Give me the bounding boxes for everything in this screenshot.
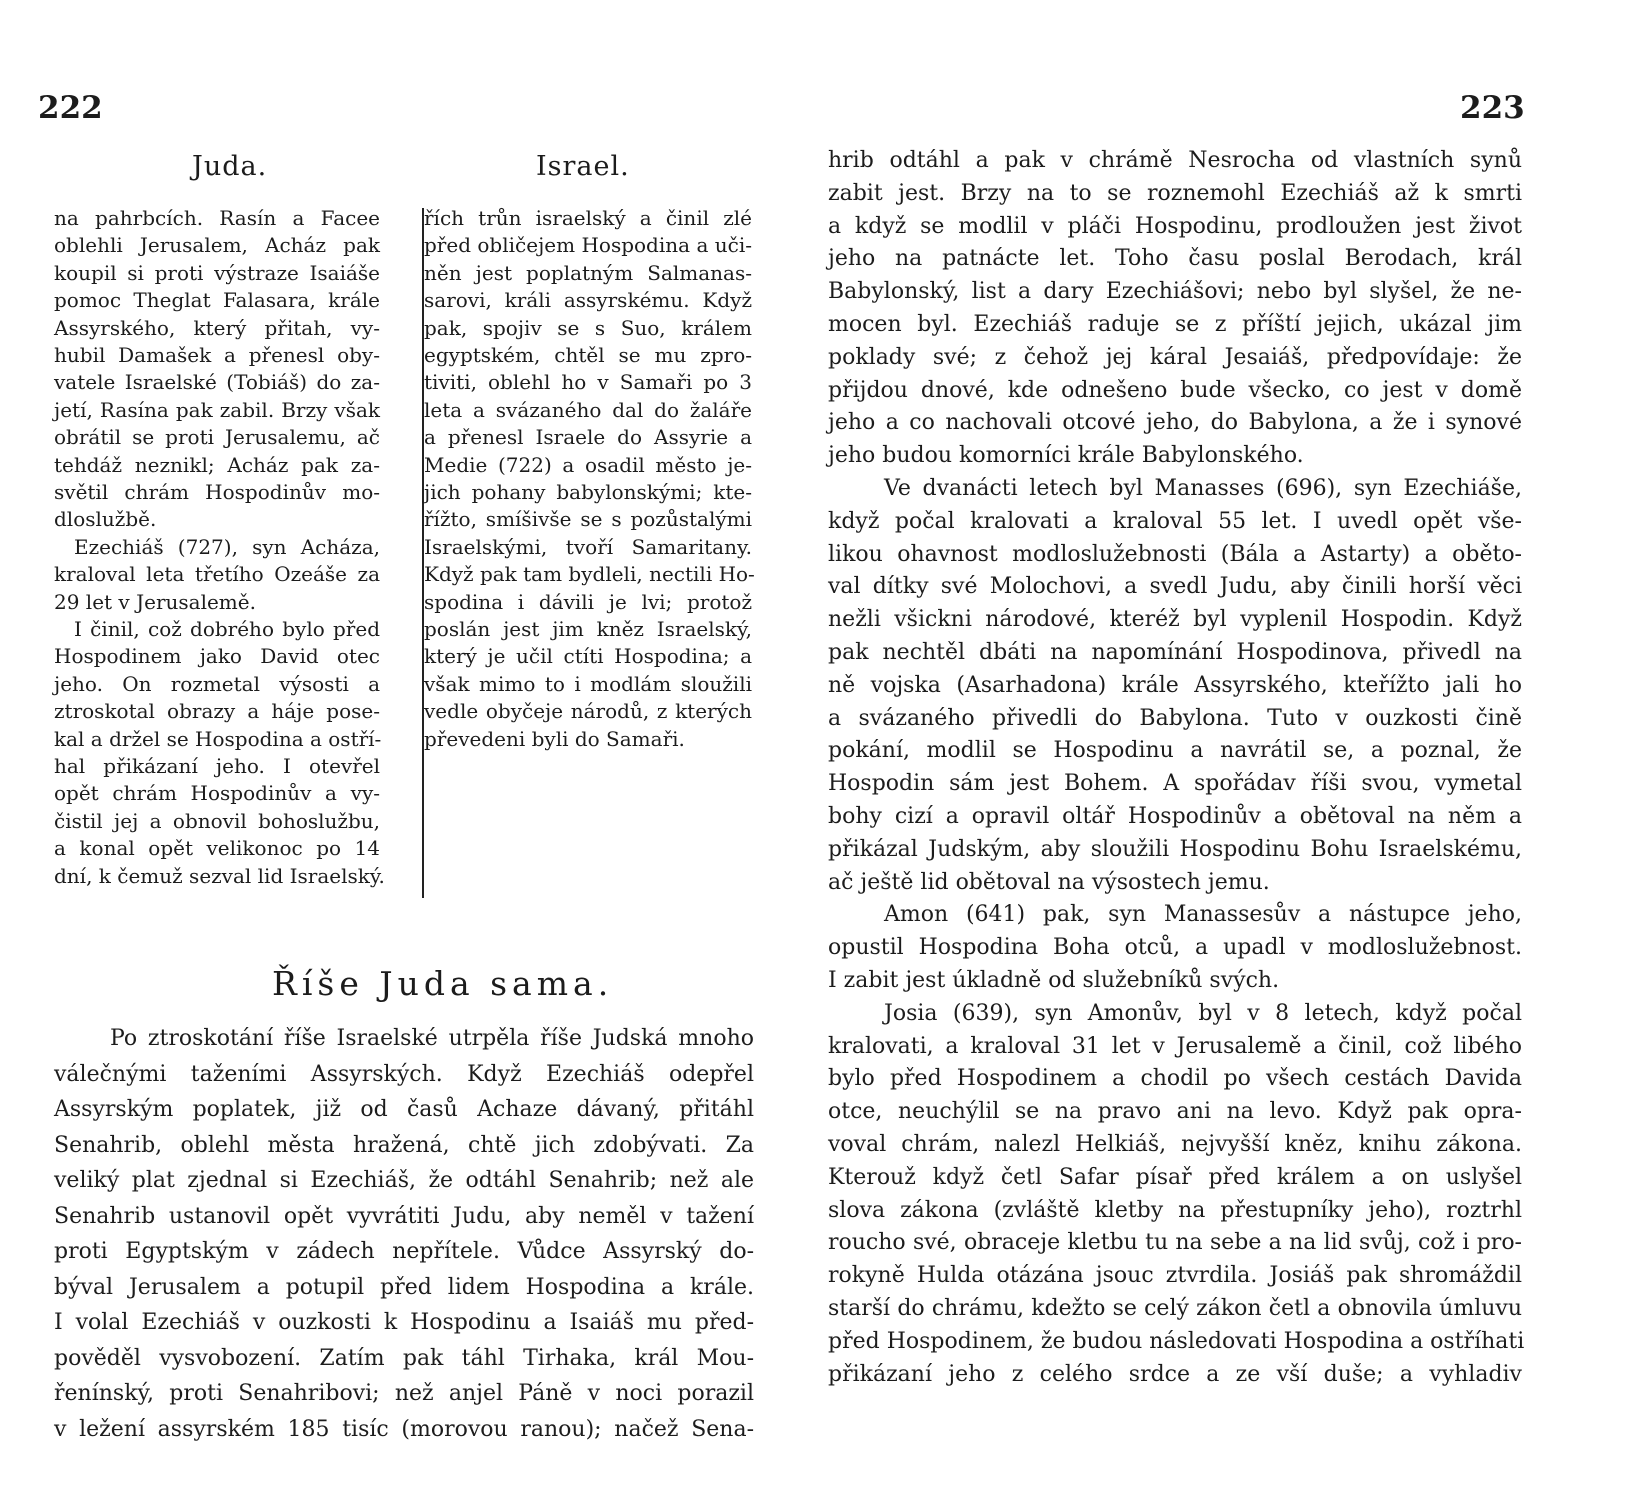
israel-line: který je učil ctíti Hospodina; a [424,644,752,669]
israel-line: řích trůn israelský a činil zlé [424,206,752,230]
right-page-line: otce, neuchýlil se na pravo ani na levo. Když pak opra- [828,1099,1522,1125]
column-title-israel: Israel. [536,151,630,182]
israel-line: Medie (722) a osadil město je- [424,452,752,477]
left-page-number: 222 [38,90,103,126]
right-page-line: přikázal Judským, aby sloužili Hospodinu Bohu Israelskému, [828,836,1522,862]
juda-line: Ezechiáš (727), syn Acháza, [74,534,380,559]
right-page-line: likou ohavnost modloslužebnosti (Bála a Astarty) a oběto- [828,541,1522,567]
right-page-line: Kterouž když četl Safar písař před králem a on uslyšel [828,1164,1522,1190]
right-page-line: bohy cizí a opravil oltář Hospodinův a obětoval na něm a [828,804,1522,829]
israel-line: egyptském, chtěl se mu zpro- [424,343,752,367]
juda-line: jetí, Rasína pak zabil. Brzy však [54,397,380,422]
juda-line: opět chrám Hospodinův a vy- [54,781,380,806]
right-page-line: slova zákona (zvláště kletby na přestupníky jeho), roztrhl [828,1197,1522,1223]
column-title-juda: Juda. [192,151,268,182]
juda-line: oblehli Jerusalem, Acház pak [54,233,380,258]
section-line: v ležení assyrském 185 tisíc (morovou ranou); načež Sena- [54,1416,754,1442]
juda-line: kraloval leta třetího Ozeáše za [54,562,380,587]
juda-line: ztroskotal obrazy a háje pose- [54,699,380,724]
section-line: Senahrib ustanovil opět vyvrátiti Judu, aby neměl v tažení [54,1203,754,1229]
right-page-line: pak nechtěl dbáti na napomínání Hospodinova, přivedl na [828,640,1522,665]
section-line: řenínský, proti Senahribovi; než anjel Páně v noci porazil [54,1381,754,1406]
section-line: Po ztroskotání říše Israelské utrpěla říše Judská mnoho [110,1026,754,1051]
right-page-line: kralovati, a kraloval 31 let v Jerusalemě a činil, což libého [828,1033,1522,1059]
israel-line: pak, spojiv se s Suo, králem [424,315,752,340]
section-line: Senahrib, oblehl města hražená, chtě jich zdobývati. Za [54,1132,754,1158]
juda-line: jeho. On rozmetal výsosti a [54,671,380,696]
juda-line: obrátil se proti Jerusalemu, ač [54,425,380,450]
right-page-line: Amon (641) pak, syn Manassesův a nástupce jeho, [884,902,1522,928]
juda-line: světil chrám Hospodinův mo- [54,480,380,504]
right-page-line: voval chrám, nalezl Helkiáš, nejvyšší kněz, knihu zákona. [828,1132,1522,1157]
israel-line: převedeni byli do Samaři. [424,726,685,751]
right-page-line: přijdou dnové, kde odnešeno bude všecko, co jest v domě [828,377,1522,403]
right-page-line: a když se modlil v pláči Hospodinu, prodloužen jest život [828,213,1522,239]
right-page-line: Hospodin sám jest Bohem. A spořádav říši svou, vymetal [828,771,1522,797]
israel-line: Když pak tam bydleli, nectili Ho- [424,562,755,587]
juda-line: a konal opět velikonoc po 14 [54,836,380,861]
israel-line: řížto, smíšivše se s pozůstalými [424,507,752,532]
juda-line: I činil, což dobrého bylo před [74,617,380,641]
israel-line: Israelskými, tvoří Samaritany. [424,534,752,559]
right-page-line: mocen byl. Ezechiáš raduje se z příští jejich, ukázal jim [828,312,1522,337]
right-page-line: starší do chrámu, kdežto se celý zákon četl a obnovila úmluvu [828,1296,1522,1321]
juda-line: dloslužbě. [54,507,157,532]
right-page-line: ně vojska (Asarhadona) krále Assyrského, kteřížto jali ho [828,672,1522,698]
right-page-line: nežli všickni národové, kteréž byl vyplenil Hospodin. Když [828,607,1522,633]
juda-line: hubil Damašek a přenesl oby- [54,343,380,367]
right-page-line: Babylonský, list a dary Ezechiášovi; nebo byl slyšel, že ne- [828,279,1522,305]
right-page-line: a svázaného přivedli do Babylona. Tuto v ouzkosti čině [828,705,1522,731]
juda-line: dní, k čemuž sezval lid Israelský. [54,863,385,888]
israel-line: však mimo to i modlám sloužili [424,671,752,696]
right-page-line: pokání, modlil se Hospodinu a navrátil se, a poznal, že [828,738,1522,764]
juda-line: kal a držel se Hospodina a ostří- [54,726,382,751]
israel-line: vedle obyčeje národů, z kterých [424,699,752,724]
section-line: I volal Ezechiáš v ouzkosti k Hospodinu a Isaiáš mu před- [54,1310,754,1335]
israel-line: před obličejem Hospodina a uči- [424,233,752,258]
right-page-line: hrib odtáhl a pak v chrámě Nesrocha od vlastních synů [828,148,1522,173]
right-page-line: jeho budou komorníci krále Babylonského. [828,443,1304,469]
right-page-line: jeho a co nachovali otcové jeho, do Babylona, a že i synové [828,410,1522,436]
right-page-line: když počal kralovati a kraloval 55 let. I uvedl opět vše- [828,508,1522,534]
juda-line: koupil si proti výstraze Isaiáše [54,260,380,285]
section-line: Assyrským poplatek, již od časů Achaze dávaný, přitáhl [54,1097,754,1122]
juda-line: Assyrského, který přitah, vy- [54,315,380,340]
juda-line: hal přikázaní jeho. I otevřel [54,754,380,778]
right-page-number: 223 [1460,90,1525,126]
israel-line: něn jest poplatným Salmanas- [424,260,752,285]
juda-line: Hospodinem jako David otec [54,644,380,669]
juda-line: 29 let v Jerusalemě. [54,589,256,614]
right-page-line: I zabit jest úkladně od služebníků svých. [828,968,1280,993]
right-page-line: poklady své; z čehož jej káral Jesaiáš, předpovídaje: že [828,344,1522,370]
right-page-line: val dítky své Molochovi, a svedl Judu, aby činili horší věci [828,574,1522,600]
section-line: pověděl vysvobození. Zatím pak táhl Tirhaka, král Mou- [54,1345,754,1371]
right-page-line: přikázaní jeho z celého srdce a ze vší duše; a vyhladiv [828,1361,1522,1387]
juda-line: čistil jej a obnovil bohoslužbu, [54,808,380,833]
juda-line: vatele Israelské (Tobiáš) do za- [54,370,380,395]
right-page-line: opustil Hospodina Boha otců, a upadl v modloslužebnost. [828,935,1522,961]
israel-line: tiviti, oblehl ho v Samaři po 3 [424,370,752,395]
israel-line: sarovi, králi assyrskému. Když [424,288,752,313]
israel-line: poslán jest jim kněz Israelský, [424,617,752,641]
juda-line: tehdáž neznikl; Acház pak za- [54,452,380,477]
israel-line: spodina i dávili je lvi; protož [424,589,752,614]
right-page-line: před Hospodinem, že budou následovati Hospodina a ostříhati [828,1328,1525,1354]
israel-line: leta a svázaného dal do žaláře [424,397,752,422]
right-page-line: ač ještě lid obětoval na výsostech jemu. [828,869,1270,895]
right-page-line: roucho své, obraceje kletbu tu na sebe a na lid svůj, což i pro- [828,1230,1522,1256]
right-page-line: bylo před Hospodinem a chodil po všech cestách Davida [828,1066,1522,1092]
section-line: býval Jerusalem a potupil před lidem Hospodina a krále. [54,1274,754,1300]
section-line: proti Egyptským v zádech nepřítele. Vůdce Assyrský do- [54,1239,754,1264]
section-line: veliký plat zjednal si Ezechiáš, že odtáhl Senahrib; než ale [54,1168,754,1193]
right-page-line: rokyně Hulda otázána jsouc ztvrdila. Josiáš pak shromáždil [828,1263,1522,1289]
juda-line: na pahrbcích. Rasín a Facee [54,206,380,230]
juda-line: pomoc Theglat Falasara, krále [54,288,380,313]
israel-line: a přenesl Israele do Assyrie a [424,425,752,450]
right-page-line: zabit jest. Brzy na to se roznemohl Ezechiáš až k smrti [828,180,1522,206]
israel-line: jich pohany babylonskými; kte- [424,480,752,504]
right-page-line: jeho na patnácte let. Toho času poslal Berodach, král [828,246,1522,272]
section-line: válečnými taženími Assyrských. Když Ezechiáš odepřel [54,1061,754,1087]
right-page-line: Josia (639), syn Amonův, byl v 8 letech, když počal [884,1000,1522,1026]
section-heading: Říše Juda sama. [272,964,614,1003]
right-page-line: Ve dvanácti letech byl Manasses (696), syn Ezechiáše, [884,476,1522,501]
